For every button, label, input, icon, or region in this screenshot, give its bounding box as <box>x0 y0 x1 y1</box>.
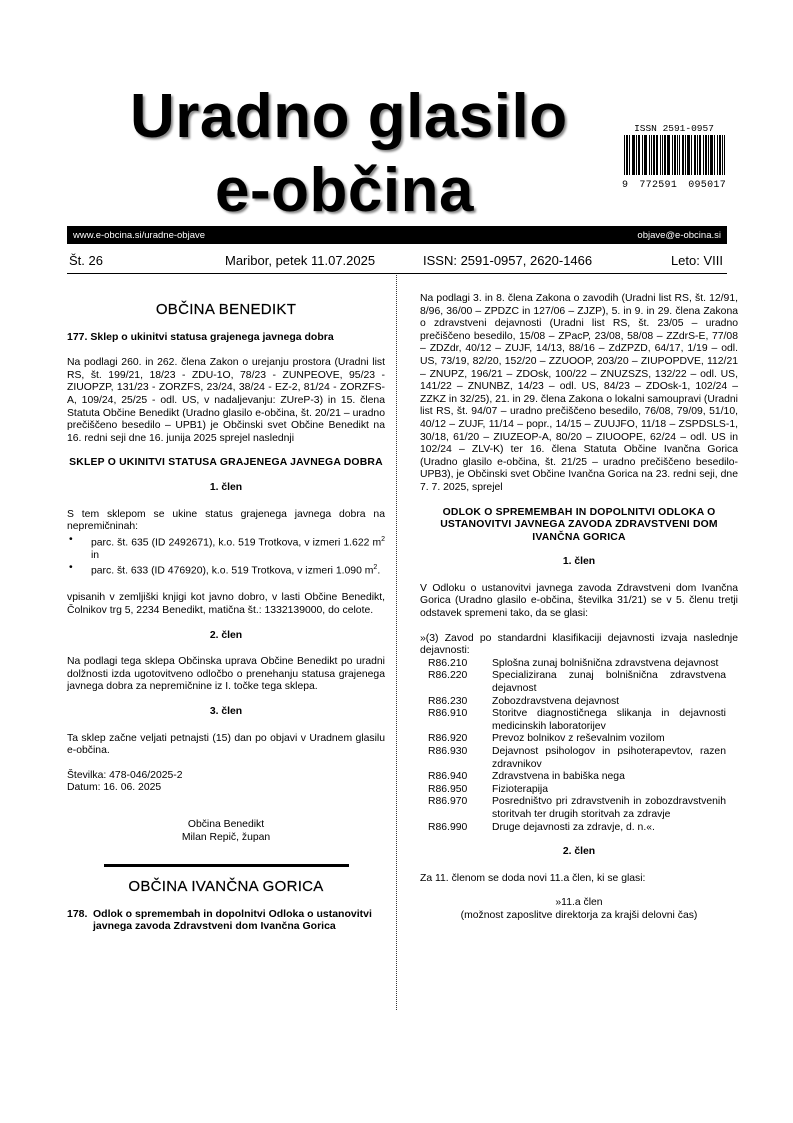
barcode-number <box>622 180 726 191</box>
table-row <box>428 696 726 709</box>
publication-title-line1: Uradno glasilo <box>130 82 568 151</box>
sklep-heading: SKLEP O UKINITVI STATUSA GRAJENEGA JAVNEGA DOBRA <box>69 457 383 469</box>
reference-date: Datum: 16. 06. 2025 <box>67 782 162 794</box>
activities-intro: »(3) Zavod po standardni klasifikaciji dejavnosti izvaja naslednje dejavnosti: <box>420 632 738 657</box>
activity-description: Dejavnost psihologov in psihoterapevtov, razen zdravnikov <box>492 746 726 770</box>
activity-description: Posredništvo pri zdravstvenih in zobozdravstvenih storitvah ter drugih storitvah za zdravje <box>492 796 726 820</box>
signature-org: Občina Benedikt <box>187 818 265 830</box>
issue-date: Maribor, petek 11.07.2025 <box>225 253 376 268</box>
act-178-number: 178. <box>67 907 88 920</box>
table-row <box>428 796 726 821</box>
odlok-heading: ODLOK O SPREMEMBAH IN DOPOLNITVI ODLOKA O USTANOVITVI JAVNEGA ZAVODA ZDRAVSTVENI DOM IVANČNA GORICA <box>440 506 718 543</box>
activity-description: Zobozdravstvena dejavnost <box>492 695 620 707</box>
barcode-digit-first: 9 <box>622 180 629 191</box>
odlok-article-1-heading: 1. člen <box>562 556 596 568</box>
website-link[interactable]: www.e-obcina.si/uradne-objave <box>73 229 206 241</box>
reference-number: Številka: 478-046/2025-2 <box>67 769 183 781</box>
activity-code: R86.930 <box>428 746 468 757</box>
barcode-icon <box>622 135 726 175</box>
activity-code: R86.910 <box>428 708 468 720</box>
column-divider <box>396 275 397 1010</box>
article-1-text: S tem sklepom se ukine status grajenega javnega dobra na nepremičninah: <box>67 508 385 533</box>
activity-description: Druge dejavnosti za zdravje, d. n.«. <box>492 821 655 833</box>
odlok-article-2-heading: 2. člen <box>562 846 596 858</box>
article-3-heading: 3. člen <box>209 706 243 717</box>
activity-description: Storitve diagnostičnega slikanja in dejavnosti medicinskih laboratorijev <box>492 708 726 732</box>
article-11a-heading: »11.a člen <box>555 897 603 909</box>
activity-code: R86.990 <box>428 821 468 833</box>
odlok-preamble: Na podlagi 3. in 8. člena Zakona o zavodih (Uradni list RS, št. 12/91, 8/96, 36/00 – ZPDZC in 127/06 – ZJZP), 5. in 9. in 29. člena Zakona o zdravstveni dejavnosti (Uradni list RS, št. 23/05 – uradno prečiščeno besedilo, 15/08 – ZPacP, 23/08, 58/08 – ZZdrS-E, 77/08 – ZDZdr, 40/12 – ZUJF, 14/13, 88/16 – ZdZPZD, 64/17, 1/19 – odl. US, 73/19, 82/20, 152/20 – ZZUOOP, 203/20 – ZIUPOPDVE, 112/21 – ZNUPZ, 196/21 – ZDOsk, 100/22 – ZNUZSZS, 132/22 – odl. US, 141/22 – ZNUNBZ, 14/23 – odl. US, 84/23 – ZDOsk-1, 102/24 – ZZKZ in 32/25), 21. in 29. člena Zakona o lokalni samoupravi (Uradni list RS, št. 94/07 – uradno prečiščeno besedilo, 76/08, 79/09, 51/10, 40/12 – ZUJF, 11/14 – popr., 14/15 – ZUUJFO, 11/18 – ZSPDSLS-1, 30/18, 61/20 – ZIUZEOP-A, 80/20 – ZIUOOPE, 62/24 – odl. US in 102/24 – ZLV-K) ter 16. člena Statuta Občine Ivančna Gorica (Uradno glasilo e-občina, št. 21/25 – uradno prečiščeno besedilo-UPB3), je Občinski svet Občine Ivančna Gorica na 23. redni seji, dne 7. 7. 2025, sprejel <box>420 293 738 493</box>
municipality-heading-ivancna-gorica: OBČINA IVANČNA GORICA <box>128 878 324 896</box>
list-item: • parc. št. 635 (ID 2492671), k.o. 519 Trotkova, v izmeri 1.622 $m^2$ in <box>67 534 385 563</box>
issue-number: Št. 26 <box>69 253 103 268</box>
act-177-title: 177. Sklep o ukinitvi statusa grajenega javnega dobra <box>67 330 334 343</box>
municipality-heading-benedikt: OBČINA BENEDIKT <box>155 301 297 318</box>
activity-code: R86.220 <box>428 670 468 682</box>
publication-title-line2: e-občina <box>215 156 474 225</box>
activity-code: R86.950 <box>428 783 468 795</box>
signature-name: Milan Repič, župan <box>181 831 271 843</box>
list-item: • parc. št. 633 (ID 476920), k.o. 519 Trotkova, v izmeri 1.090 $m^2$. <box>67 562 385 578</box>
activity-code: R86.230 <box>428 695 468 707</box>
table-row <box>428 708 726 733</box>
article-3-text: Ta sklep začne veljati petnajsti (15) dan po objavi v Uradnem glasilu e-občina. <box>67 732 385 757</box>
email-link[interactable]: objave@e-obcina.si <box>637 229 721 241</box>
barcode-digits-group1: 772591 <box>639 180 678 191</box>
activity-description: Fizioterapija <box>492 783 549 795</box>
act-178-title: Odlok o spremembah in dopolnitvi Odloka o ustanovitvi javnega zavoda Zdravstveni dom Ivančna Gorica <box>93 907 372 933</box>
activity-description: Specializirana zunaj bolnišnična zdravstvena dejavnost <box>492 670 726 695</box>
signature-block <box>67 819 385 844</box>
top-contact-bar <box>67 226 727 244</box>
activity-description: Prevoz bolnikov z reševalnim vozilom <box>492 733 665 745</box>
table-row <box>428 746 726 771</box>
table-row <box>428 670 726 695</box>
activity-code: R86.970 <box>428 796 468 808</box>
activity-description: Zdravstvena in babiška nega <box>492 771 625 783</box>
act-177-preamble: Na podlagi 260. in 262. člena Zakon o urejanju prostora (Uradni list RS, št. 199/21, 18/23 - ZDU-1O, 78/23 - ZUNPEOVE, 95/23 - ZIUOPZP, 131/23 - ZORZFS, 23/24, 38/24 - EZ-2, 81/24 - ZORZFS-A, 109/24, 25/25 - odl. US, v nadaljevanju: ZUreP-3) in 15. člena Statuta Občine Benedikt (Uradno glasilo e-občina, št. 20/21 – uradno prečiščeno besedilo – UPB1) je Občinski svet Občine Benedikt na 16. redni seji dne 16. junija 2025 sprejel naslednji <box>67 357 385 444</box>
table-row <box>428 733 726 746</box>
article-11a-subtitle: (možnost zaposlitve direktorja za krajši delovni čas) <box>460 909 698 921</box>
odlok-article-2-text: Za 11. členom se doda novi 11.a člen, ki se glasi: <box>420 872 646 884</box>
activity-code: R86.210 <box>428 657 468 669</box>
left-column <box>67 300 385 933</box>
table-row <box>428 822 726 835</box>
activity-code: R86.940 <box>428 771 468 783</box>
volume-year: Leto: VIII <box>670 253 723 268</box>
table-row <box>428 658 726 671</box>
issn-numbers: ISSN: 2591-0957, 2620-1466 <box>423 253 593 268</box>
issn-label: ISSN 2591-0957 <box>634 123 714 134</box>
issue-info-bar <box>67 248 727 274</box>
article-2-heading: 2. člen <box>209 629 243 641</box>
issn-barcode-block <box>622 123 726 191</box>
masthead <box>0 0 793 225</box>
article-2-text: Na podlagi tega sklepa Občinska uprava Občine Benedikt po uradni dolžnosti izda ugotovitveno odločbo o prenehanju statusa grajenega javnega dobra za nepremičnine iz I. točke tega sklepa. <box>67 656 385 693</box>
activity-code: R86.920 <box>428 733 468 745</box>
article-1-continuation: vpisanih v zemljiški knjigi kot javno dobro, v lasti Občine Benedikt, Čolnikov trg 5, 2234 Benedikt, matična št.: 1332139000, do celote. <box>67 592 385 617</box>
activities-table <box>428 658 726 834</box>
section-divider <box>104 864 349 867</box>
table-row <box>428 771 726 784</box>
article-1-heading: 1. člen <box>209 481 243 493</box>
table-row <box>428 784 726 797</box>
right-column <box>420 293 738 923</box>
act-178-title-block <box>67 908 385 933</box>
barcode-digits-group2: 095017 <box>688 180 726 191</box>
activity-description: Splošna zunaj bolnišnična zdravstvena dejavnost <box>492 657 719 669</box>
parcel-list <box>67 534 385 579</box>
odlok-article-1-text: V Odloku o ustanovitvi javnega zavoda Zdravstveni dom Ivančna Gorica (Uradno glasilo e-občina, številka 31/21) se v 5. členu tretji odstavek spremeni tako, da se glasi: <box>420 582 738 620</box>
